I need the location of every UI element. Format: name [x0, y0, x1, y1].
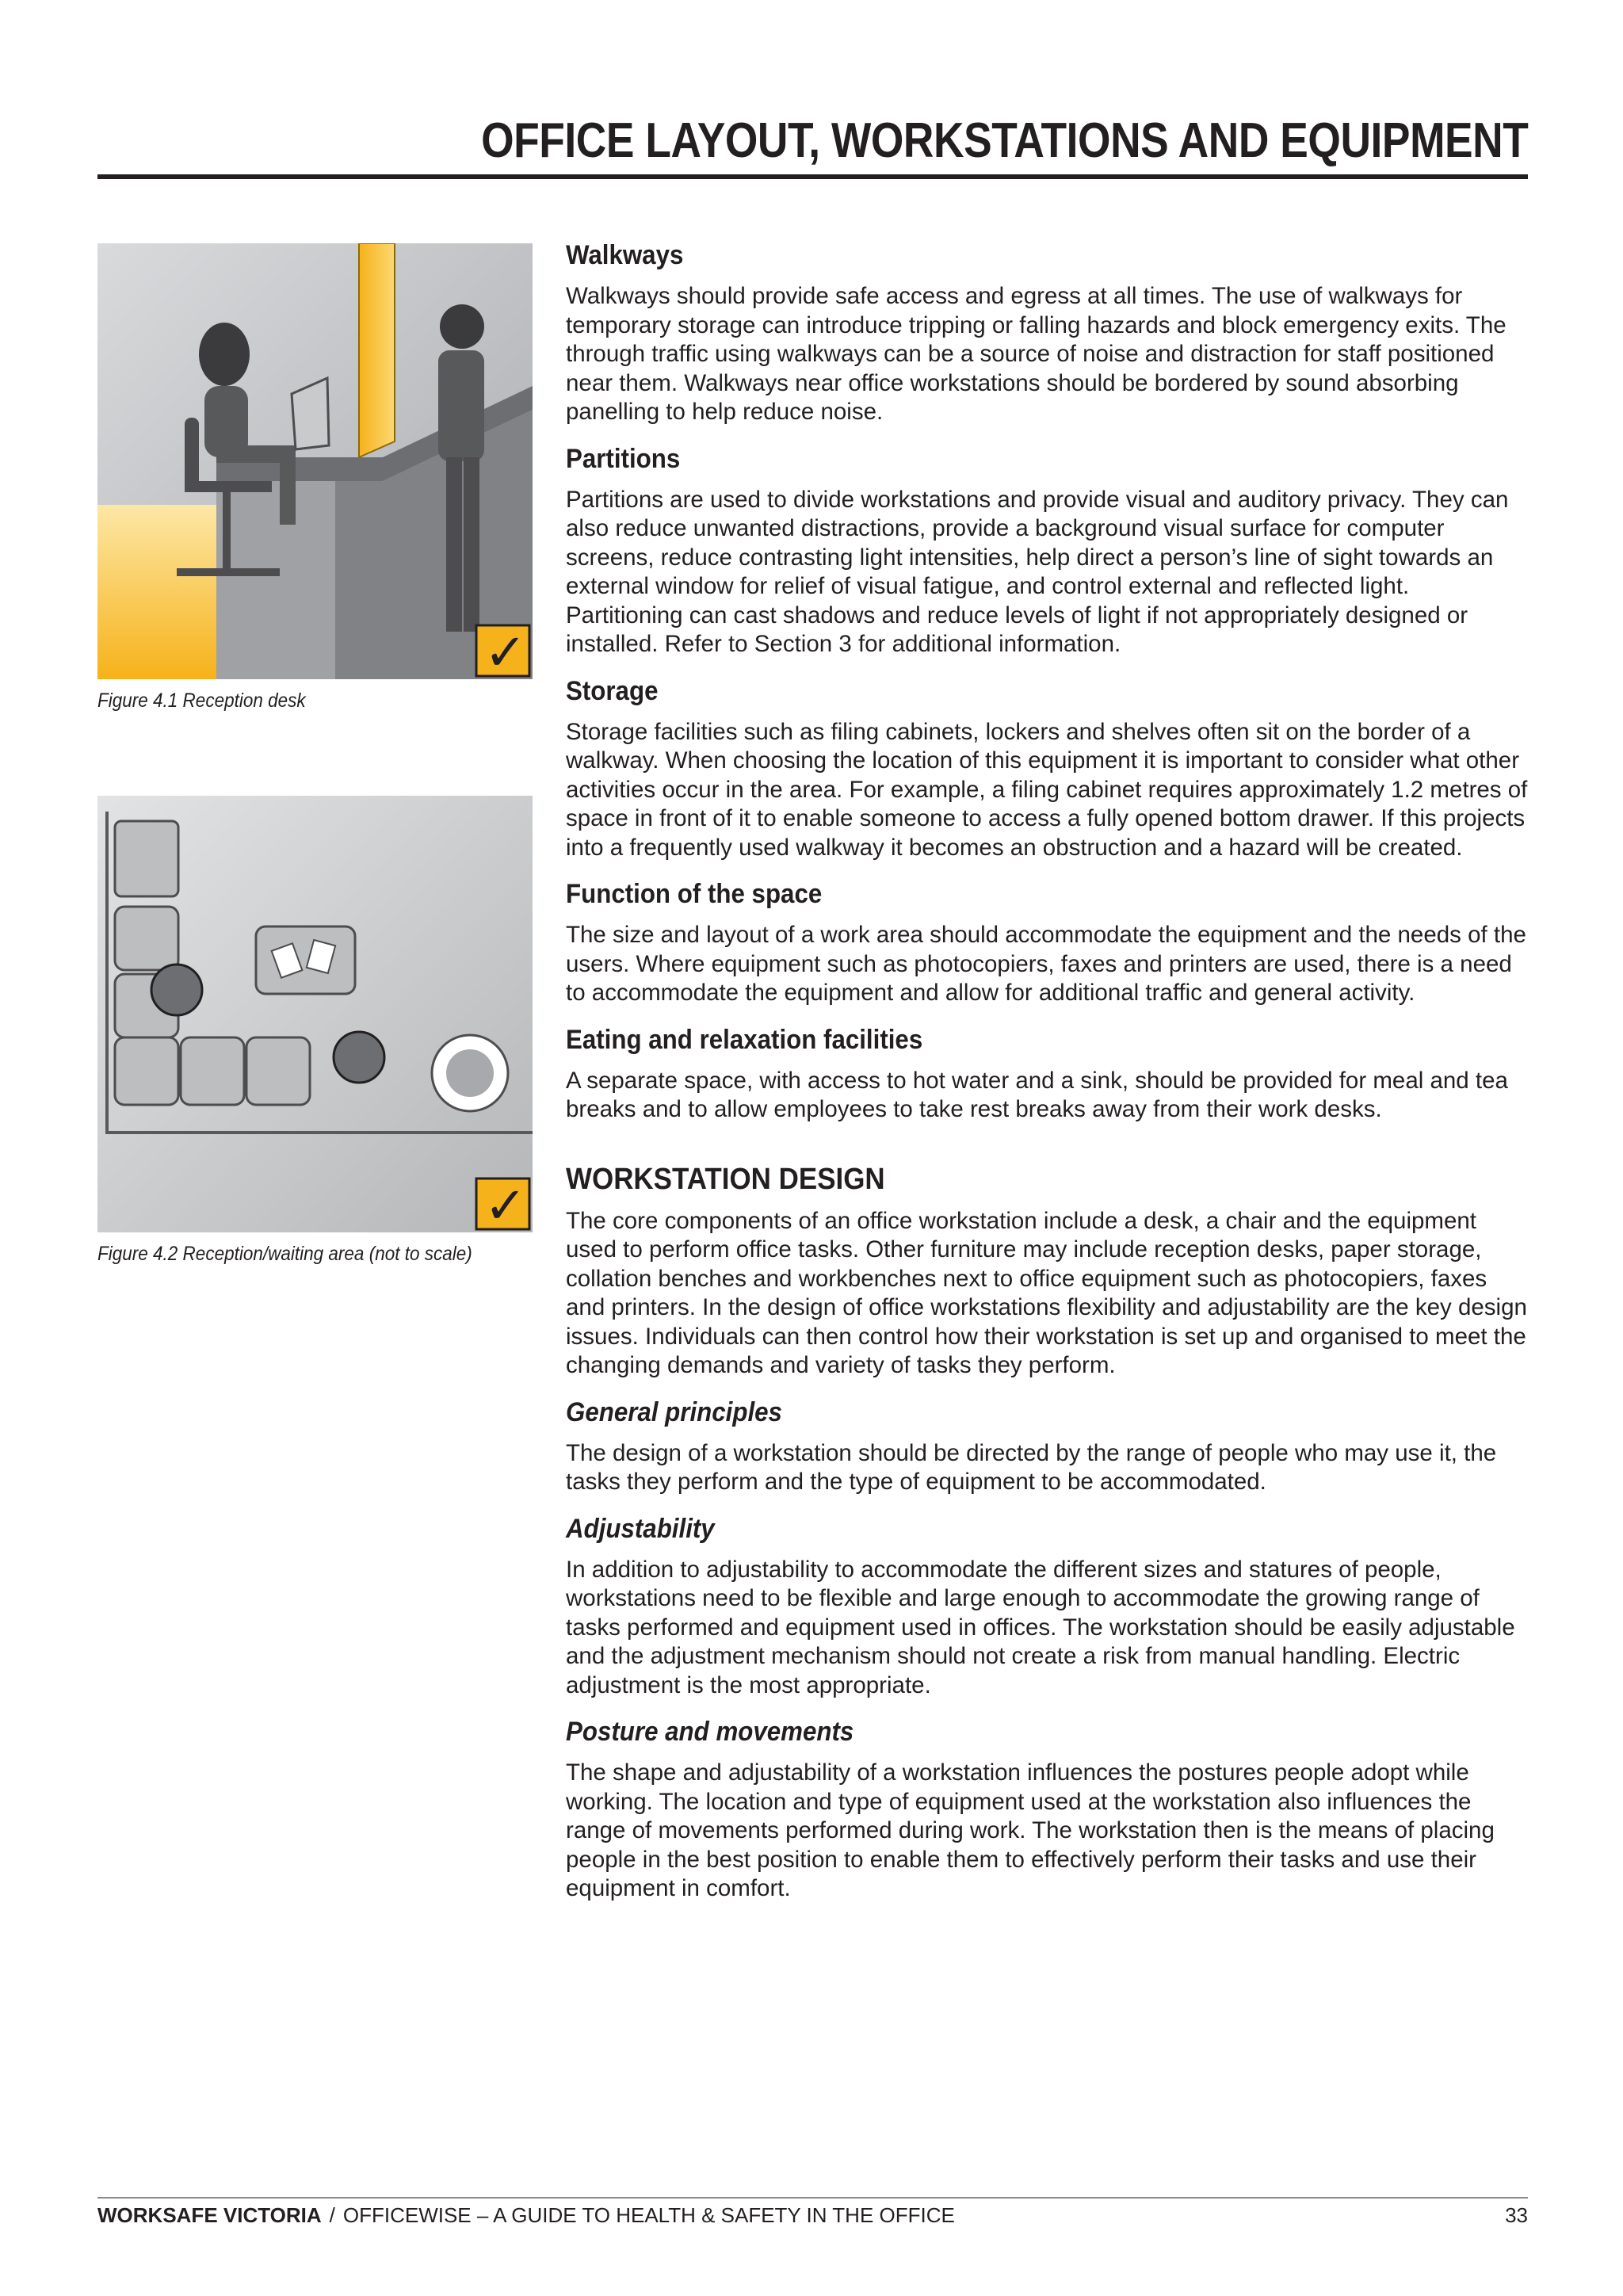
workstation-design-heading: WORKSTATION DESIGN	[566, 1162, 885, 1196]
subsection-heading: Posture and movements	[566, 1717, 854, 1747]
section-heading: Eating and relaxation facilities	[566, 1024, 923, 1055]
section-body: Walkways should provide safe access and egress at all times. The use of walkways for temporary storage can introduce tripping or falling hazards and block emergency exits. The through traffic using walkways can be a source of noise and distraction for staff positioned near them. Walkways near office workstations should be bordered by sound absorbing panelling to help reduce noise.	[566, 283, 1507, 425]
subsection-general-principles	[566, 1395, 1529, 1497]
section-heading: Walkways	[566, 240, 684, 270]
main-content	[566, 238, 1529, 1918]
subsection-heading: General principles	[566, 1396, 782, 1427]
section-storage	[566, 674, 1529, 863]
figure-caption: Figure 4.1 Reception desk	[97, 690, 306, 712]
section-function-of-space	[566, 877, 1529, 1008]
page-title: OFFICE LAYOUT, WORKSTATIONS AND EQUIPMENT	[480, 113, 1528, 168]
subsection-adjustability	[566, 1511, 1529, 1701]
subsection-posture-movements	[566, 1714, 1529, 1904]
footer-separator: /	[329, 2203, 335, 2227]
checkmark-icon: ✓	[484, 1177, 527, 1232]
section-body: Storage facilities such as filing cabinets, lockers and shelves often sit on the border of a walkway. When choosing the location of this equipment it is important to consider what other activities occur in the area. For example, a filing cabinet requires approximately 1.2 metres of space in front of it to enable someone to access a fully opened bottom drawer. If this projects into a frequently used walkway it becomes an obstruction and a hazard will be created.	[566, 718, 1528, 861]
section-heading: Storage	[566, 675, 659, 706]
page-number: 33	[1505, 2203, 1528, 2227]
section-heading: Function of the space	[566, 879, 823, 909]
figure-caption: Figure 4.2 Reception/waiting area (not to scale)	[97, 1243, 472, 1265]
reception-desk-illustration	[97, 243, 533, 679]
footer-org: WORKSAFE VICTORIA	[97, 2203, 322, 2227]
checkmark-icon: ✓	[484, 624, 527, 679]
workstation-intro: The core components of an office workstation include a desk, a chair and the equipment used to perform office tasks. Other furniture may include reception desks, paper storage, collation benches and workbenches next to office equipment such as photocopiers, faxes and printers. In the design of office workstations flexibility and adjustability are the key design issues. Individuals can then control how their workstation is set up and organised to meet the changing demands and variety of tasks they perform.	[566, 1207, 1527, 1378]
section-heading: Partitions	[566, 443, 681, 474]
subsection-body: The shape and adjustability of a workstation influences the postures people adopt while working. The location and type of equipment used at the workstation also influences the range of movements performed during work. The workstation then is the means of placing people in the best position to enable them to effectively perform their tasks and use their equipment in comfort.	[566, 1759, 1495, 1901]
section-body: A separate space, with access to hot water and a sink, should be provided for meal and tea breaks and to allow employees to take rest breaks away from their work desks.	[566, 1067, 1508, 1122]
waiting-area-illustration	[97, 796, 533, 1232]
subsection-body: The design of a workstation should be directed by the range of people who may use it, the tasks they perform and the type of equipment to be accommodated.	[566, 1439, 1497, 1495]
section-body: The size and layout of a work area should accommodate the equipment and the needs of the users. Where equipment such as photocopiers, faxes and printers are used, there is a need to accommodate the equipment and allow for additional traffic and general activity.	[566, 922, 1526, 1006]
footer-rule	[97, 2197, 1528, 2199]
section-walkways	[566, 238, 1529, 427]
footer-guide-title: OFFICEWISE – A GUIDE TO HEALTH & SAFETY IN THE OFFICE	[342, 2203, 955, 2227]
subsection-heading: Adjustability	[566, 1513, 715, 1544]
section-eating-relaxation	[566, 1022, 1529, 1125]
figure-reception-desk	[97, 243, 533, 679]
subsection-body: In addition to adjustability to accommodate the different sizes and statures of people, workstations need to be flexible and large enough to accommodate the growing range of tasks performed and equipment used in offices. The workstation should be easily adjustable and the adjustment mechanism should not create a risk from manual handling. Electric adjustment is the most appropriate.	[566, 1556, 1515, 1698]
figure-waiting-area	[97, 796, 533, 1232]
footer	[97, 2203, 955, 2228]
section-partitions	[566, 441, 1529, 659]
title-rule	[97, 174, 1528, 179]
section-body: Partitions are used to divide workstations and provide visual and auditory privacy. They can also reduce unwanted distractions, provide a background visual surface for computer screens, reduce contrasting light intensities, help direct a person’s line of sight towards an external window for relief of visual fatigue, and control external and reflected light. Partitioning can cast shadows and reduce levels of light if not appropriately designed or installed. Refer to Section 3 for additional information.	[566, 486, 1509, 657]
